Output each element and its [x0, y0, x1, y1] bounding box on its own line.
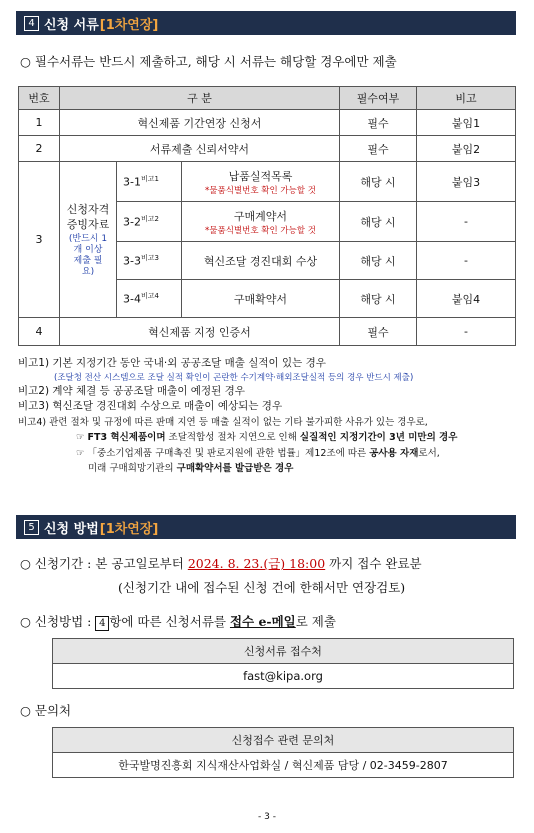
period-date: 2024. 8. 23.(금) 18:00 — [187, 556, 326, 571]
row1-no: 1 — [19, 110, 60, 136]
row3-1-req: 해당 시 — [340, 162, 417, 202]
contact-label: ○ 문의처 — [20, 703, 72, 718]
row3-1-name — [182, 162, 340, 202]
note-3: 비고3) 혁신조달 경진대회 수상으로 매출이 예상되는 경우 — [18, 400, 283, 412]
row3-1-name-text: 납품실적목록 — [228, 169, 293, 183]
contact-table-head: 신청접수 관련 문의처 — [53, 728, 514, 753]
section-5-title: 신청 방법 — [44, 521, 99, 537]
row3-2-name — [182, 202, 340, 242]
row3-4-req: 해당 시 — [340, 280, 417, 318]
method-bold: 접수 e-메일 — [229, 614, 296, 629]
page-number: - 3 - — [258, 812, 276, 822]
note-4-c-pre: 미래 구매희망기관의 — [88, 463, 177, 474]
section-4-title: 신청 서류 — [44, 17, 99, 33]
row3-3-note: - — [417, 242, 516, 280]
row3-1-code-text: 3-1 — [123, 175, 141, 189]
table-header-row — [19, 87, 516, 110]
note-4-b — [18, 446, 518, 462]
section-5-highlight: [1차연장] — [99, 521, 159, 537]
note-4-a-pre: ☞ — [76, 432, 88, 443]
row3-group — [60, 162, 117, 318]
note-4-a-bold2: 실질적인 지정기간이 3년 미만의 경우 — [299, 432, 458, 443]
section-5-number: 5 — [24, 520, 39, 535]
period-line — [20, 554, 422, 572]
row3-2-req: 해당 시 — [340, 202, 417, 242]
row3-2-note: - — [417, 202, 516, 242]
email-table — [52, 638, 514, 689]
method-prefix: ○ 신청방법 : — [20, 614, 96, 629]
note-1: 비고1) 기본 지정기간 동안 국내·외 공공조달 매출 실적이 있는 경우 — [18, 357, 326, 369]
row2-no: 2 — [19, 136, 60, 162]
row3-4-note: 붙임4 — [417, 280, 516, 318]
period-line-2: (신청기간 내에 접수된 신청 건에 한해서만 연장검토) — [118, 580, 406, 595]
table-row — [19, 110, 516, 136]
row3-3-ref: 비고3 — [140, 254, 159, 263]
method-line — [20, 612, 336, 631]
period-suffix: 까지 접수 완료분 — [325, 556, 422, 571]
row3-3-code-text: 3-3 — [123, 254, 141, 268]
row3-1-code — [117, 162, 182, 202]
row1-note: 붙임1 — [417, 110, 516, 136]
row3-3-name: 혁신조달 경진대회 수상 — [182, 242, 340, 280]
email-table-head: 신청서류 접수처 — [53, 639, 514, 664]
section-4-number: 4 — [24, 16, 39, 31]
row1-name: 혁신제품 기간연장 신청서 — [60, 110, 340, 136]
section-5-header — [16, 515, 516, 539]
row2-req: 필수 — [340, 136, 417, 162]
note-2: 비고2) 계약 체결 등 공공조달 매출이 예정된 경우 — [18, 384, 245, 397]
row3-1-ref: 비고1 — [140, 175, 159, 184]
row3-no: 3 — [19, 162, 60, 318]
note-1-sub: (조달청 전산 시스템으로 조달 실적 확인이 곤란한 수기계약·해외조달실적 등의 경우 반드시 제출) — [54, 372, 414, 383]
table-row — [19, 318, 516, 346]
note-4-a-mid: 조달적합성 절차 지연으로 인해 — [165, 432, 300, 443]
method-box-number: 4 — [95, 616, 109, 631]
row4-no: 4 — [19, 318, 60, 346]
header-required: 필수여부 — [340, 87, 417, 110]
section-4-highlight: [1차연장] — [99, 17, 159, 33]
note-4: 비고4) 관련 절차 및 규정에 따른 판매 지연 등 매출 실적이 없는 기타 불가피한 사유가 있는 경우로, — [18, 416, 428, 428]
note-4-a-bold1: FT3 혁신제품이며 — [87, 432, 166, 443]
row3-2-hint: *물품식별번호 확인 가능할 것 — [205, 225, 316, 236]
email-address[interactable]: fast@kipa.org — [53, 664, 514, 689]
row3-2-name-text: 구매계약서 — [233, 209, 288, 223]
row3-4-code — [117, 280, 182, 318]
note-4-a — [18, 430, 518, 446]
row4-req: 필수 — [340, 318, 417, 346]
row3-1-note: 붙임3 — [417, 162, 516, 202]
row3-3-req: 해당 시 — [340, 242, 417, 280]
row2-note: 붙임2 — [417, 136, 516, 162]
header-no: 번호 — [19, 87, 60, 110]
row4-name: 혁신제품 지정 인증서 — [60, 318, 340, 346]
header-category: 구 분 — [60, 87, 340, 110]
period-prefix: ○ 신청기간 : 본 공고일로부터 — [20, 556, 188, 571]
row3-4-ref: 비고4 — [140, 292, 159, 301]
row3-1-hint: *물품식별번호 확인 가능할 것 — [205, 185, 316, 196]
note-4-c — [18, 461, 518, 477]
section-4-header — [16, 11, 516, 35]
row3-3-code — [117, 242, 182, 280]
table-row — [19, 162, 516, 202]
intro-text: ○ 필수서류는 반드시 제출하고, 해당 시 서류는 해당할 경우에만 제출 — [20, 54, 397, 69]
note-4-b-post: 로서, — [418, 447, 440, 459]
row3-2-ref: 비고2 — [140, 215, 159, 224]
table-row — [19, 136, 516, 162]
row3-2-code — [117, 202, 182, 242]
row3-4-name: 구매확약서 — [182, 280, 340, 318]
method-mid: 항에 따른 신청서류를 — [109, 614, 230, 629]
note-4-b-pre: ☞ 「중소기업제품 구매촉진 및 판로지원에 관한 법률」제12조에 따른 — [76, 447, 370, 459]
note-4-c-bold: 구매확약서를 발급받은 경우 — [176, 463, 294, 474]
documents-table — [18, 86, 516, 346]
notes-block — [18, 356, 518, 477]
row1-req: 필수 — [340, 110, 417, 136]
header-note: 비고 — [417, 87, 516, 110]
row3-4-code-text: 3-4 — [123, 292, 141, 306]
row4-note: - — [417, 318, 516, 346]
row3-group-sub: (반드시 1개 이상 제출 필요) — [68, 233, 108, 277]
row2-name: 서류제출 신뢰서약서 — [60, 136, 340, 162]
row3-group-label: 신청자격 증빙자료 — [66, 202, 110, 231]
method-suffix: 로 제출 — [295, 614, 336, 629]
row3-2-code-text: 3-2 — [123, 215, 141, 229]
contact-info: 한국발명진흥회 지식재산사업화실 / 혁신제품 담당 / 02-3459-2807 — [53, 753, 514, 778]
note-4-b-bold: 공사용 자재 — [369, 447, 419, 459]
contact-table — [52, 727, 514, 778]
